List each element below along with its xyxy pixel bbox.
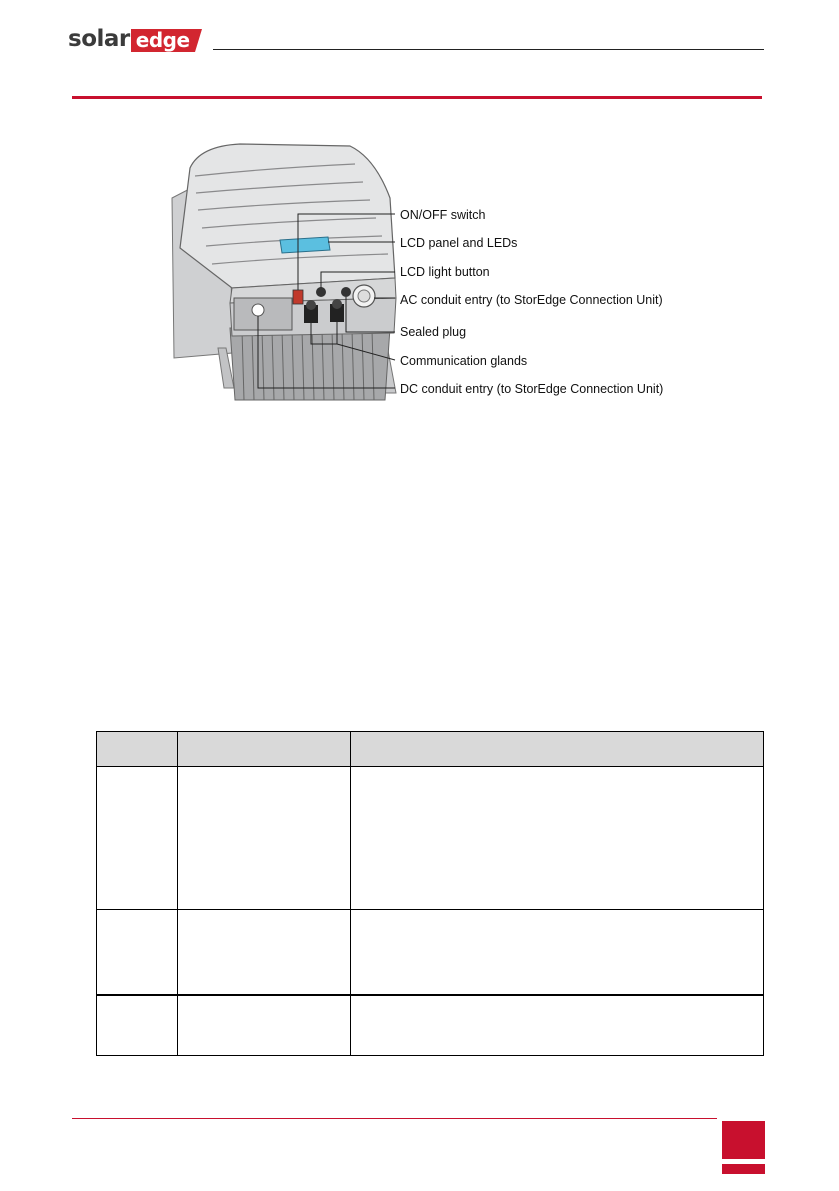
table-cell [97, 767, 178, 910]
table-cell [97, 910, 178, 996]
dc-conduit-entry [252, 304, 264, 316]
footer-rule [72, 1118, 717, 1119]
logo-text-solar: solar [68, 26, 130, 52]
table-cell [351, 995, 764, 1056]
heat-sink [230, 328, 390, 400]
callout-lcd-panel: LCD panel and LEDs [400, 236, 518, 250]
callout-on-off-switch: ON/OFF switch [400, 208, 486, 222]
inverter-figure [160, 138, 680, 408]
inverter-body [180, 144, 395, 288]
callout-sealed-plug: Sealed plug [400, 325, 467, 339]
callout-communication-glands: Communication glands [400, 354, 528, 368]
table-row [97, 995, 764, 1056]
logo-text-edge: edge [131, 29, 195, 52]
table-cell [97, 995, 178, 1056]
table-cell [178, 910, 351, 996]
callout-lcd-light-button: LCD light button [400, 265, 490, 279]
lcd-light-button [316, 287, 326, 297]
section-red-rule [72, 96, 762, 99]
sealed-plug [341, 287, 351, 297]
table-cell [178, 995, 351, 1056]
table-header-row [97, 732, 764, 767]
table-header-cell [97, 732, 178, 767]
callout-dc-conduit-entry: DC conduit entry (to StorEdge Connection Unit) [400, 382, 664, 396]
page-number-tab [722, 1121, 765, 1159]
table-cell [178, 767, 351, 910]
lcd-panel [280, 237, 330, 253]
spec-table [96, 731, 764, 1056]
table-row [97, 910, 764, 996]
table-cell [351, 910, 764, 996]
callout-ac-conduit-entry: AC conduit entry (to StorEdge Connection Unit) [400, 293, 663, 307]
table-row [97, 767, 764, 910]
table-header-cell [351, 732, 764, 767]
table-cell [351, 767, 764, 910]
page-tab-stripe [722, 1164, 765, 1174]
table-header-cell [178, 732, 351, 767]
header-rule [213, 49, 764, 50]
on-off-switch [293, 290, 303, 304]
solaredge-logo [68, 26, 195, 52]
